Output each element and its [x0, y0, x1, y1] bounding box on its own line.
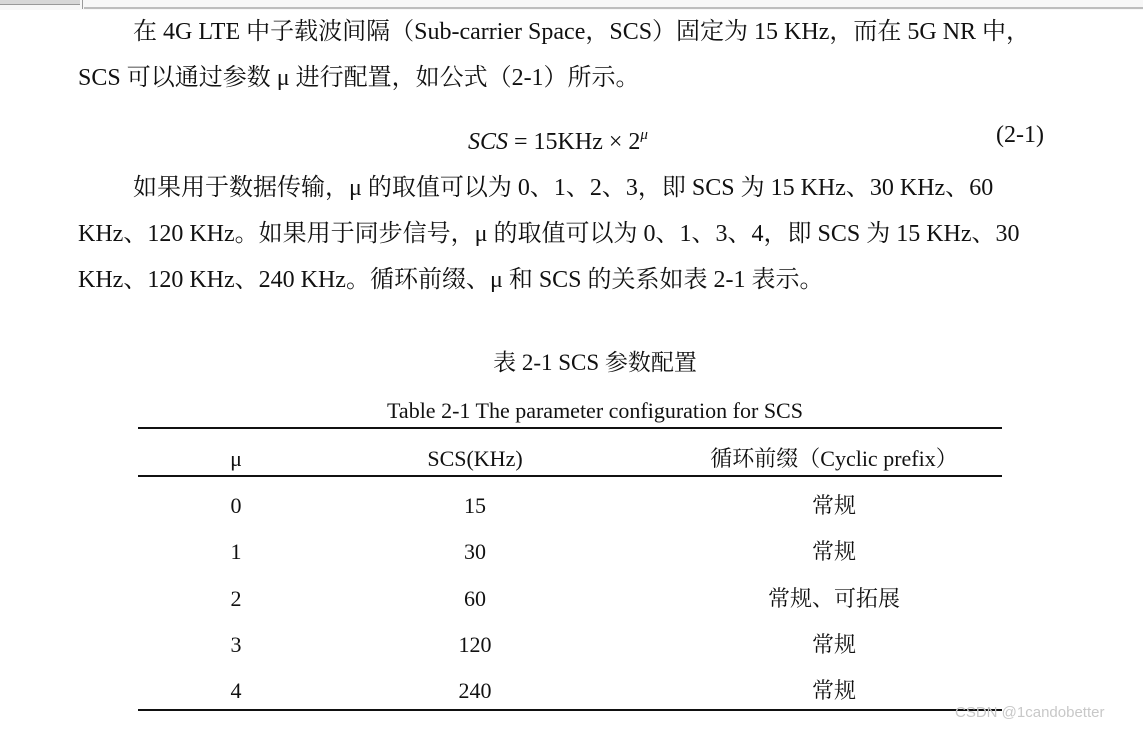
table-cell-scs: 240 — [458, 678, 492, 703]
table-cell-mu: 2 — [230, 586, 242, 611]
table-cell-scs: 15 — [464, 493, 486, 518]
paragraph-scs-intro-text: 在 4G LTE 中子载波间隔（Sub-carrier Space，SCS）固定为 15 KHz，而在 5G NR 中，SCS 可以通过参数 μ 进行配置，如公式（2-1）所示。 — [78, 19, 1031, 91]
watermark: CSDN @1candobetter — [955, 704, 1105, 721]
table-cell-mu: 0 — [230, 493, 242, 518]
table-cell-cp: 常规 — [811, 678, 856, 703]
formula-scs — [468, 115, 648, 162]
table-row — [138, 576, 1002, 622]
table-caption-cn: 表 2-1 SCS 参数配置 — [493, 350, 697, 375]
table-row — [138, 622, 1002, 668]
formula-lhs: SCS — [468, 129, 509, 155]
table-header-rule — [138, 475, 1002, 477]
table-bottom-rule — [138, 709, 1002, 711]
table-row — [138, 529, 1002, 575]
paragraph-mu-values — [78, 165, 1068, 303]
table-header-cp: 循环前缀（Cyclic prefix） — [710, 446, 958, 471]
table-cell-cp: 常规 — [811, 632, 856, 657]
table-top-rule — [138, 427, 1002, 429]
table-cell-cp: 常规 — [811, 493, 856, 518]
paragraph-scs-intro — [78, 9, 1068, 101]
table-cell-mu: 1 — [230, 539, 242, 564]
table-cell-scs: 30 — [464, 539, 486, 564]
paragraph-mu-values-text: 如果用于数据传输，μ 的取值可以为 0、1、2、3，即 SCS 为 15 KHz、30 KHz、60 KHz、120 KHz。如果用于同步信号，μ 的取值可以为 0、1、3、4，即 SCS 为 15 KHz、30 KHz、120 KHz、240 KHz。循环前缀、μ 和 SCS 的关系如表 2-1 表示。 — [78, 175, 1020, 293]
table-header-scs: SCS(KHz) — [427, 446, 523, 471]
viewer-tab-edge — [0, 0, 80, 5]
table-cell-mu: 4 — [230, 678, 242, 703]
viewer-divider — [82, 0, 83, 9]
table-cell-cp: 常规、可拓展 — [767, 586, 900, 611]
table-cell-scs: 60 — [464, 586, 486, 611]
table-caption-en: Table 2-1 The parameter configuration for SCS — [387, 398, 803, 423]
formula-exponent: μ — [640, 127, 648, 143]
formula-rhs: = 15KHz × 2 — [508, 129, 641, 155]
table-cell-cp: 常规 — [811, 539, 856, 564]
table-header-mu: μ — [230, 446, 242, 471]
formula-number: (2-1) — [996, 122, 1044, 148]
table-row — [138, 483, 1002, 529]
table-cell-mu: 3 — [230, 632, 242, 657]
table-row — [138, 668, 1002, 714]
table-cell-scs: 120 — [458, 632, 492, 657]
